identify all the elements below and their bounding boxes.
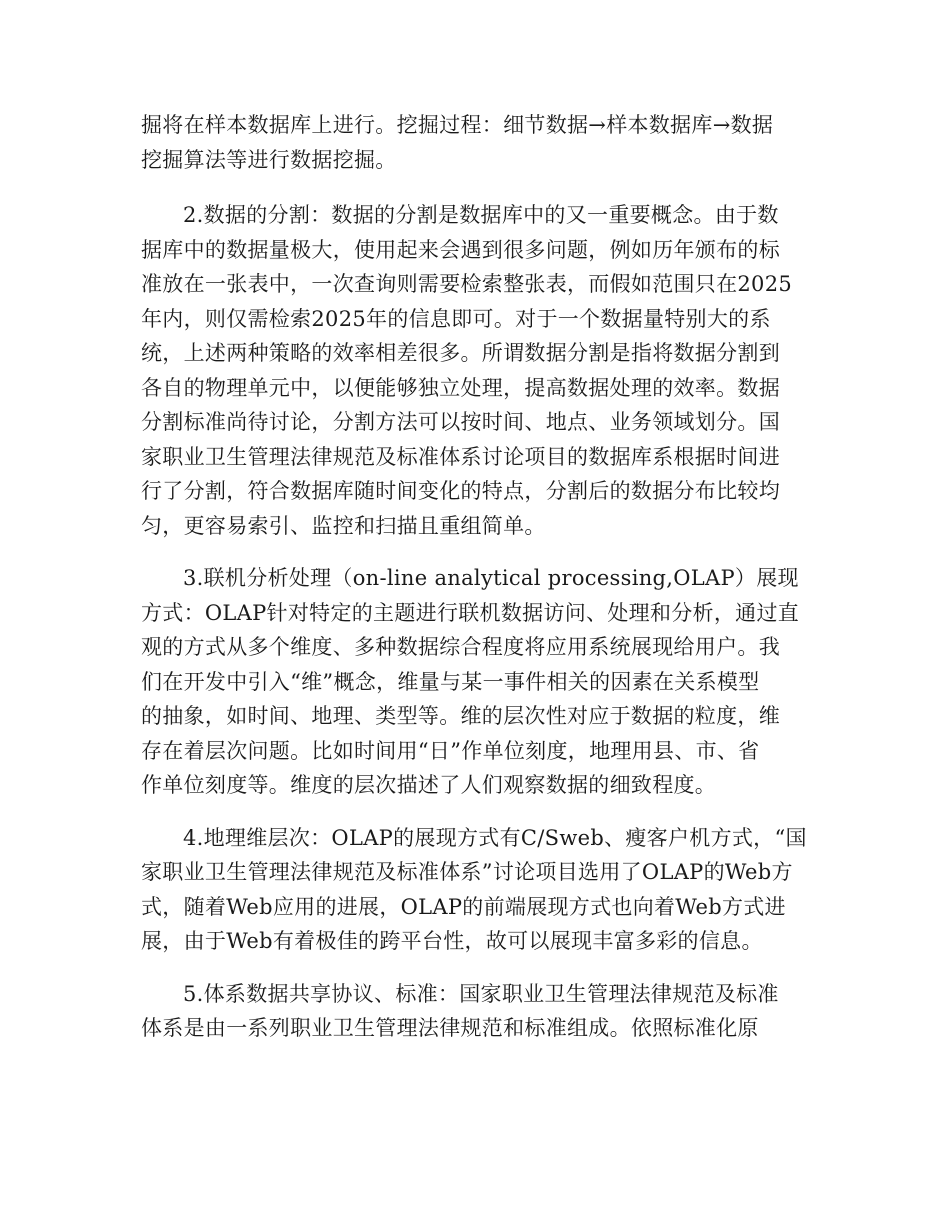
paragraph-data-sharing	[141, 977, 809, 1046]
paragraph-mining-process	[141, 108, 809, 177]
paragraph-olap	[141, 561, 809, 803]
text-line: 家职业卫生管理法律规范及标准体系”讨论项目选用了OLAP的Web方	[141, 860, 793, 884]
text-line: 据库中的数据量极大，使用起来会遇到很多问题，例如历年颁布的标	[141, 237, 780, 262]
text-line: 5.体系数据共享协议、标准：国家职业卫生管理法律规范及标准	[183, 981, 779, 1006]
text-line: 展，由于Web有着极佳的跨平台性，故可以展现丰富多彩的信息。	[141, 929, 763, 953]
text-line: 各自的物理单元中，以便能够独立处理，提高数据处理的效率。数据	[141, 375, 780, 400]
text-line: 3.联机分析处理（on-line analytical processing,OLAP）展现	[183, 566, 799, 590]
text-line: 存在着层次问题。比如时间用“日”作单位刻度，地理用县、市、省	[141, 738, 760, 763]
paragraph-data-partition	[141, 198, 809, 543]
text-line: 4.地理维层次：OLAP的展现方式有C/Sweb、瘦客户机方式，“国	[183, 825, 807, 850]
text-line: 观的方式从多个维度、多种数据综合程度将应用系统展现给用户。我	[141, 635, 780, 659]
document-page	[141, 108, 809, 1064]
text-line: 式，随着Web应用的进展，OLAP的前端展现方式也向着Web方式进	[141, 894, 786, 919]
text-line: 年内，则仅需检索2025年的信息即可。对于一个数据量特别大的系	[141, 306, 771, 331]
text-line: 家职业卫生管理法律规范及标准体系讨论项目的数据库系根据时间进	[141, 444, 780, 469]
text-line: 统，上述两种策略的效率相差很多。所谓数据分割是指将数据分割到	[141, 341, 780, 365]
text-line: 行了分割，符合数据库随时间变化的特点，分割后的数据分布比较均	[141, 479, 780, 503]
text-line: 的抽象，如时间、地理、类型等。维的层次性对应于数据的粒度，维	[141, 704, 780, 728]
text-line: 准放在一张表中，一次查询则需要检索整张表，而假如范围只在2025	[141, 272, 793, 296]
text-line: 体系是由一系列职业卫生管理法律规范和标准组成。依照标准化原	[141, 1016, 759, 1040]
text-line: 2.数据的分割：数据的分割是数据库中的又一重要概念。由于数	[183, 203, 779, 227]
text-line: 作单位刻度等。维度的层次描述了人们观察数据的细致程度。	[141, 773, 717, 797]
text-line: 们在开发中引入“维”概念，维量与某一事件相关的因素在关系模型	[141, 669, 760, 694]
text-line: 匀，更容易索引、监控和扫描且重组简单。	[141, 513, 546, 538]
text-line: 方式：OLAP针对特定的主题进行联机数据访问、处理和分析，通过直	[141, 600, 800, 625]
text-line: 掘将在样本数据库上进行。挖掘过程：细节数据→样本数据库→数据	[141, 113, 774, 137]
text-line: 挖掘算法等进行数据挖掘。	[141, 147, 397, 172]
paragraph-geo-dimension	[141, 821, 809, 959]
text-line: 分割标准尚待讨论，分割方法可以按时间、地点、业务领域划分。国	[141, 410, 780, 434]
